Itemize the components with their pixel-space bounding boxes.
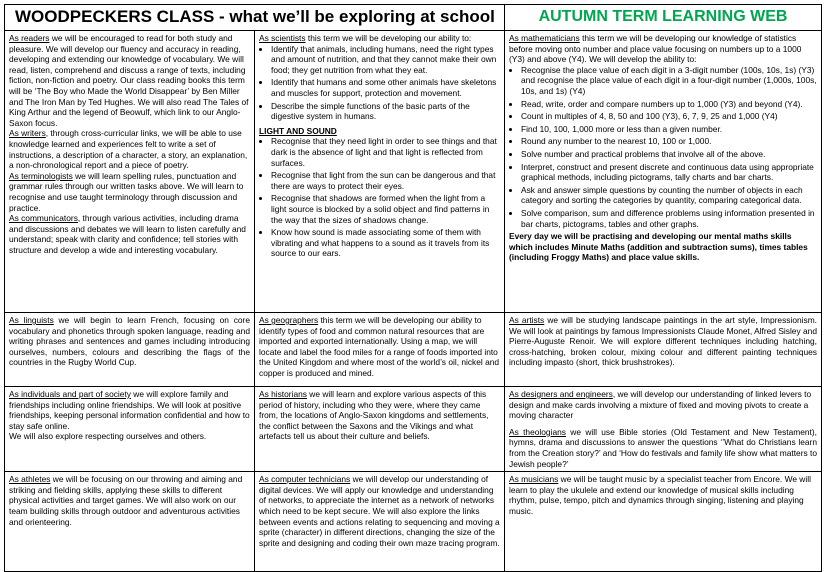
computer-paragraph [259, 474, 500, 548]
readers-heading: As readers [9, 33, 50, 43]
writers-heading: As writers [9, 128, 46, 139]
light-sound-heading: LIGHT AND SOUND [259, 125, 337, 136]
historians-heading: As historians [259, 389, 307, 399]
linguists-text: we will begin to learn French, focusing on core vocabulary and phonetics through spoken language, reading and writing phrases and sentences and games including introducing ourselves, numbers, colours and describing the flags of the countries in the Rugby World Cup. [9, 315, 250, 368]
dt-re-cell [505, 387, 822, 472]
list-item: • Solve comparison, sum and difference problems using information presented in bar charts, pictograms, tables and other graphs. [521, 208, 817, 229]
pshe-cell [5, 387, 255, 472]
communicators-heading: As communicators [9, 213, 78, 224]
header-term-cell [505, 5, 822, 31]
list-item: • Identify that animals, including humans, need the right types and amount of nutrition, and that they cannot make their own food; they get nutrition from what they eat. [271, 44, 500, 76]
theologians-paragraph [509, 427, 817, 469]
computing-cell [255, 472, 505, 572]
learning-web-sheet [4, 4, 821, 562]
individuals-text: we will explore family and friendships including online friendships. We will look at positive friendships, keeping personal information confidential and how to stay safe online. [9, 389, 250, 431]
terminologists-heading: As terminologists [9, 170, 73, 181]
communicators-text: , through various activities, including drama and discussions and debates we will learn to listen carefully and understand; speak with clarity and confidence; tell stories with structure and develop a wide and interesting vocabulary. [9, 213, 246, 255]
scientists-paragraph [259, 33, 500, 44]
writers-text: , through cross-curricular links, we will be able to use knowledge learned and experiences felt to write a set of instructions, a description of a character, a story, an explanation, a non-chronological report and a piece of poetry. [9, 128, 248, 171]
list-item: • Describe the simple functions of the basic parts of the digestive system in humans. [271, 101, 500, 122]
linguists-paragraph [9, 315, 250, 368]
list-item: • Round any number to the nearest 10, 100 or 1,000. [521, 136, 817, 147]
communicators-paragraph [9, 213, 250, 255]
geographers-cell [255, 313, 505, 387]
historians-text: we will learn and explore various aspects of this period of history, including who they were, where they came from, the locations of Anglo-Saxon kingdoms and settlements, the conflict between the Saxons and the Vikings and what artefacts tell us about their culture and beliefs. [259, 389, 489, 442]
scientists-text: this term we will be developing our ability to: [305, 33, 472, 43]
designers-text: , we will develop our understanding of linked levers to design and make cards involving a mixture of fixed and moving pivots to create a moving character [509, 389, 812, 421]
individuals-heading: As individuals and part of society [9, 389, 131, 399]
theologians-text: we will use Bible stories (Old Testament and New Testament), hymns, drama and discussions to answer the questions ‘’What do Christians learn from the Creation story?’ and ‘How do festivals and family life show what matters to Jewish people?’ [509, 426, 817, 469]
terminologists-text: we will learn spelling rules, punctuation and grammar rules through our written tasks above. We will learn to recognise and use taught terminology through discussion and practice. [9, 170, 244, 213]
geographers-heading: As geographers [259, 315, 319, 325]
science-bullet-list [259, 44, 500, 122]
list-item: • Solve number and practical problems that involve all of the above. [521, 149, 817, 160]
writers-paragraph [9, 128, 250, 170]
mathematicians-paragraph [509, 33, 817, 65]
historians-cell [255, 387, 505, 472]
musicians-paragraph [509, 474, 817, 516]
list-item: • Know how sound is made associating some of them with vibrating and what happens to a sound as it travels from its source to our ears. [271, 227, 500, 259]
mental-maths-note: Every day we will be practising and developing our mental maths skills which includes Minute Maths (addition and subtraction sums), times tables (including Froggy Maths) and place value skills. [509, 231, 808, 263]
musicians-text: we will be taught music by a specialist teacher from Encore. We will learn to play the ukulele and extend our knowledge of musical skills including rhythm, pulse, tempo, pitch and dynamics through singing, listening and playing music. [509, 474, 811, 516]
musicians-heading: As musicians [509, 474, 559, 485]
linguists-cell [5, 313, 255, 387]
terminologists-paragraph [9, 171, 250, 213]
linguists-heading: As linguists [9, 315, 54, 325]
artists-text: we will be studying landscape paintings in the art style, Impressionism. We will look at paintings by famous Impressionists Claude Monet, Alfred Sisley and Pierre-Auguste Renoir. We will explore different techniques including hatching, cross-hatching, broken colour, mixing colour and different painting techniques including impasto (short, thick brushstrokes). [509, 315, 817, 368]
theologians-heading: As theologians [509, 426, 566, 437]
list-item: • Identify that humans and some other animals have skeletons and muscles for support, protection and movement. [271, 77, 500, 98]
readers-text: we will be encouraged to read for both study and pleasure. We will develop our fluency and accuracy in reading, developing and extending our knowledge of vocabulary. We will read, listen, comprehend and discuss a range of texts, including fiction, non-fiction and poetry. Our class reading books this term will be ‘The Boy who Made the World Disappear’ by Ben Miller and The Iron Man by Ted Hughes. We will also read The Tales of King Arthur and the legend of Beowulf, which link to our Anglo-Saxon focus. [9, 33, 249, 128]
learning-web-grid [4, 4, 822, 572]
geographers-paragraph [259, 315, 500, 379]
musicians-cell [505, 472, 822, 572]
designers-paragraph [509, 389, 817, 421]
athletes-cell [5, 472, 255, 572]
page-title: WOODPECKERS CLASS [15, 7, 215, 26]
computer-text: we will develop our understanding of digital devices. We will apply our knowledge and understanding of networks, to appreciate the internet as a network of networks which need to be kept secure. We will also explore the links between events and actions relating to sequencing and moving a sprite (character) in different directions, changing the size of the sprite and designing and coding their own maze tracing program. [259, 474, 500, 548]
geographers-text: this term we will be developing our ability to identify types of food and common natural resources that are imported and exported internationally. Using a map, we will locate and label the food miles for a range of foods imported into the United Kingdom and where most of the world’s oil, nickel and copper is produced and mined. [259, 315, 500, 378]
maths-cell [505, 31, 822, 313]
english-cell [5, 31, 255, 313]
list-item: • Read, write, order and compare numbers up to 1,000 (Y3) and beyond (Y4). [521, 99, 817, 110]
science-cell [255, 31, 505, 313]
list-item: • Ask and answer simple questions by counting the number of objects in each category and sorting the categories by quantity, comparing categorical data. [521, 185, 817, 206]
maths-bullet-list [509, 65, 817, 229]
artists-heading: As artists [509, 315, 545, 325]
individuals-paragraph-2: We will also explore respecting ourselves and others. [9, 431, 207, 442]
list-item: • Recognise that light from the sun can be dangerous and that there are ways to protect their eyes. [271, 170, 500, 191]
athletes-heading: As athletes [9, 474, 51, 485]
light-sound-bullet-list [259, 136, 500, 259]
list-item: • Interpret, construct and present discrete and continuous data using appropriate graphical methods, including pictograms, tally charts and bar charts. [521, 162, 817, 183]
list-item: • Find 10, 100, 1,000 more or less than a given number. [521, 124, 817, 135]
individuals-paragraph [9, 389, 250, 431]
artists-paragraph [509, 315, 817, 368]
list-item: • Count in multiples of 4, 8, 50 and 100 (Y3), 6, 7, 9, 25 and 1,000 (Y4) [521, 111, 817, 122]
historians-paragraph [259, 389, 500, 442]
athletes-paragraph [9, 474, 250, 527]
page-subtitle: - what we’ll be exploring at school [214, 7, 495, 26]
artists-cell [505, 313, 822, 387]
computer-heading: As computer technicians [259, 474, 351, 485]
term-title: AUTUMN TERM LEARNING WEB [538, 8, 788, 25]
scientists-heading: As scientists [259, 33, 306, 43]
header-title-cell [5, 5, 505, 31]
mathematicians-heading: As mathematicians [509, 33, 580, 43]
athletes-text: we will be focusing on our throwing and aiming and striking and fielding skills, applying these skills to different physical activities and target games. We will also work on our team building skills through outdoor and adventurous activities and orienteering. [9, 474, 243, 527]
list-item: • Recognise that they need light in order to see things and that dark is the absence of light and that light is reflected from surfaces. [271, 136, 500, 168]
list-item: • Recognise that shadows are formed when the light from a light source is blocked by a solid object and find patterns in the way that the sizes of shadows change. [271, 193, 500, 225]
readers-paragraph [9, 33, 250, 128]
designers-heading: As designers and engineers [509, 389, 613, 399]
list-item: • Recognise the place value of each digit in a 3-digit number (100s, 10s, 1s) (Y3) and recognise the place value of each digit in a four-digit number (1,000s, 100s, 10s, and 1s) (Y4) [521, 65, 817, 97]
mathematicians-text: this term we will be developing our knowledge of statistics before moving onto number and place value focusing on numbers up to a 1000 (Y3) and above (Y4). We will develop the ability to: [509, 33, 802, 65]
